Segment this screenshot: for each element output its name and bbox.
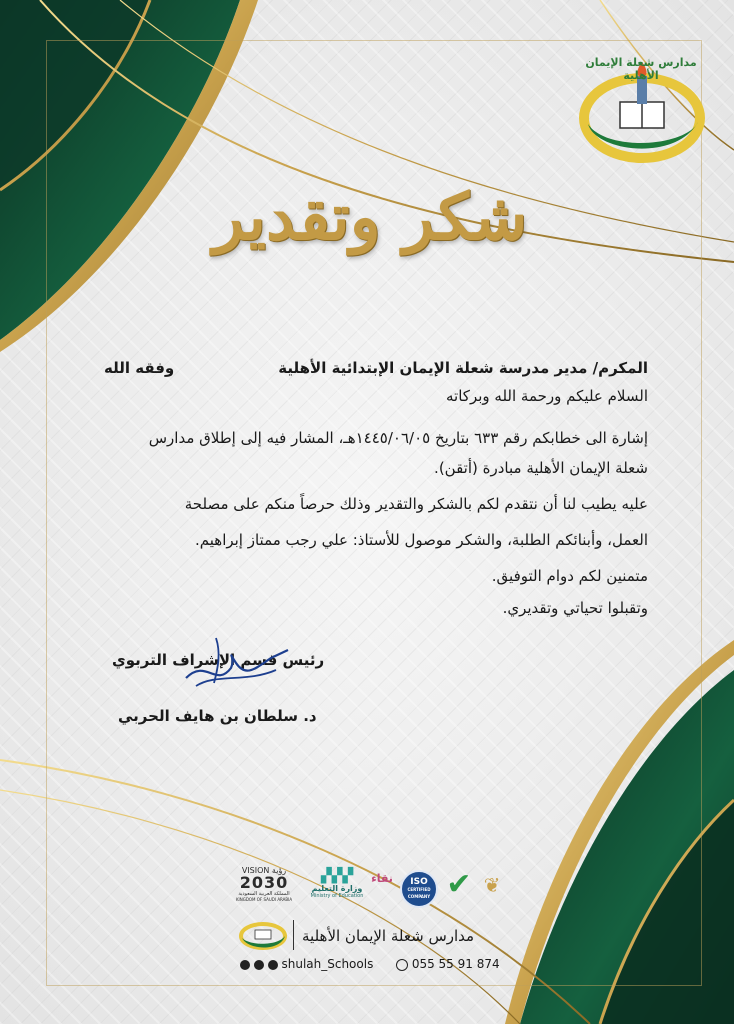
vision-label: VISION رؤية bbox=[241, 866, 287, 875]
certificate-heading: شكر وتقدير bbox=[212, 180, 528, 255]
naqa-logo bbox=[370, 872, 394, 906]
social-handle: shulah_Schools bbox=[281, 957, 374, 971]
blessing-text: وفقه الله bbox=[104, 359, 175, 377]
body-line-3: عليه يطيب لنا أن نتقدم لكم بالشكر والتقدير وذلك حرصاً منكم على مصلحة bbox=[184, 495, 648, 513]
vision-country-en: KINGDOM OF SAUDI ARABIA bbox=[235, 897, 293, 902]
vision-country-ar: المملكة العربية السعودية bbox=[238, 891, 290, 897]
iso-ring-text: CERTIFIED COMPANY bbox=[407, 886, 431, 899]
ministry-name-en: Ministry of Education bbox=[310, 893, 364, 899]
snapchat-icon bbox=[240, 960, 250, 970]
naqa-label: نقاء bbox=[371, 872, 393, 885]
vision-2030-logo bbox=[232, 866, 296, 906]
footer-school-name: مدارس شعلة الإيمان الأهلية bbox=[302, 927, 475, 945]
phone-row bbox=[396, 957, 500, 971]
body-line-4: العمل، وأبنائكم الطلبة، والشكر موصول للأستاذ: علي رجب ممتاز إبراهيم. bbox=[195, 531, 648, 549]
iso-label: ISO bbox=[410, 876, 428, 887]
footer-divider bbox=[293, 920, 294, 950]
school-logo-arc-text: مدارس شعلة الإيمان الأهلية bbox=[585, 56, 697, 82]
handwritten-signature bbox=[176, 628, 296, 698]
checkmark-logo: ✔ bbox=[446, 867, 472, 902]
phone-number: 055 55 91 874 bbox=[411, 957, 500, 971]
social-row bbox=[240, 957, 373, 971]
body-line-5: متمنين لكم دوام التوفيق. bbox=[491, 567, 648, 585]
ministry-emblem-icon: ▞▞▞ bbox=[320, 868, 354, 884]
ministry-logo bbox=[306, 868, 368, 902]
signatory-title: رئيس قسم الإشراف التربوي bbox=[112, 651, 325, 669]
flame-logo: ❦ bbox=[483, 873, 501, 897]
signatory-name: د. سلطان بن هايف الحربي bbox=[118, 707, 317, 725]
footer-school-logo bbox=[238, 918, 288, 950]
iso-badge bbox=[400, 870, 438, 908]
body-line-2: شعلة الإيمان الأهلية مبادرة (أتقن). bbox=[434, 459, 648, 477]
instagram-icon bbox=[254, 960, 264, 970]
vision-year: 2030 bbox=[239, 873, 289, 892]
body-line-1: إشارة الى خطابكم رقم ٦٣٣ بتاريخ ١٤٤٥/٠٦/٠٥هـ، المشار فيه إلى إطلاق مدارس bbox=[148, 429, 648, 447]
ministry-name-ar: وزارة التعليم bbox=[311, 884, 363, 893]
recipient-line: المكرم/ مدير مدرسة شعلة الإيمان الإبتدائية الأهلية bbox=[278, 359, 648, 377]
twitter-icon bbox=[268, 960, 278, 970]
greeting-line: السلام عليكم ورحمة الله وبركاته bbox=[446, 387, 648, 405]
body-line-6: وتقبلوا تحياتي وتقديري. bbox=[502, 599, 648, 617]
whatsapp-icon bbox=[396, 959, 408, 971]
